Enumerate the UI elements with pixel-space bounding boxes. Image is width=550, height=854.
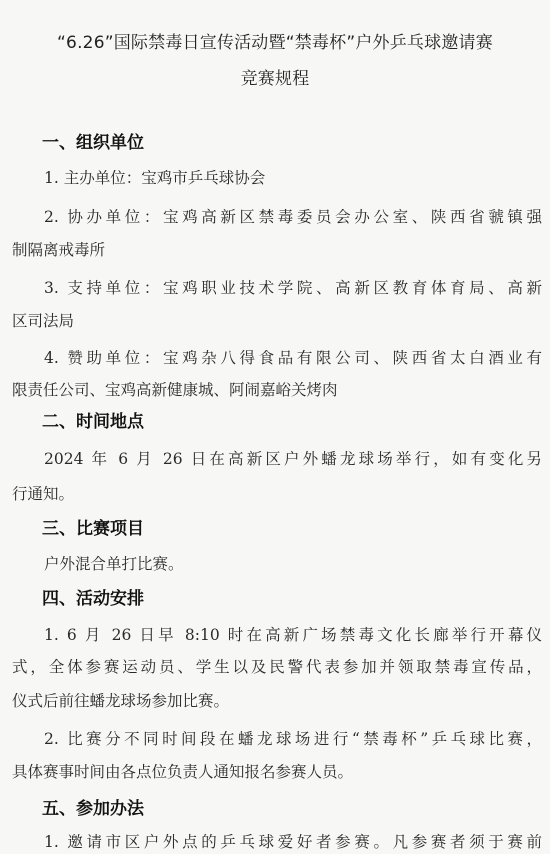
section-heading-event: 三、比赛项目	[42, 519, 144, 539]
section-heading-participation: 五、参加办法	[42, 799, 144, 819]
document-subtitle: 竞赛规程	[240, 69, 310, 89]
list-item: 4. 赞助单位：宝鸡杂八得食品有限公司、陕西省太白酒业有	[44, 349, 542, 367]
paragraph-line: 1. 邀请市区户外点的乒乓球爱好者参赛。凡参赛者须于赛前	[44, 833, 542, 851]
list-item: 1. 主办单位：宝鸡市乒乓球协会	[44, 169, 266, 187]
section-heading-schedule: 四、活动安排	[42, 589, 144, 609]
list-item-continuation: 区司法局	[12, 312, 75, 330]
list-item-continuation: 限责任公司、宝鸡高新健康城、阿闹嘉峪关烤肉	[12, 381, 338, 399]
paragraph-line: 行通知。	[12, 485, 75, 503]
section-heading-organizers: 一、组织单位	[42, 133, 144, 153]
list-item: 2. 协办单位：宝鸡高新区禁毒委员会办公室、陕西省虢镇强	[44, 208, 542, 226]
section-heading-time-place: 二、时间地点	[42, 412, 144, 432]
paragraph-line: 2. 比赛分不同时间段在蟠龙球场进行“禁毒杯”乒乓球比赛，	[44, 730, 542, 748]
paragraph-line: 户外混合单打比赛。	[44, 555, 184, 573]
paragraph-line: 1. 6 月 26 日早 8:10 时在高新广场禁毒文化长廊举行开幕仪	[44, 626, 542, 644]
paragraph-line: 仪式后前往蟠龙球场参加比赛。	[12, 692, 230, 710]
paragraph-line: 式，全体参赛运动员、学生以及民警代表参加并领取禁毒宣传品，	[12, 658, 542, 676]
list-item: 3. 支持单位：宝鸡职业技术学院、高新区教育体育局、高新	[44, 279, 542, 297]
document-title: “6.26”国际禁毒日宣传活动暨“禁毒杯”户外乒乓球邀请赛	[57, 33, 493, 53]
paragraph-line: 具体赛事时间由各点位负责人通知报名参赛人员。	[12, 763, 354, 781]
list-item-continuation: 制隔离戒毒所	[12, 241, 106, 259]
paragraph-line: 2024 年 6 月 26 日在高新区户外蟠龙球场举行，如有变化另	[44, 450, 542, 468]
